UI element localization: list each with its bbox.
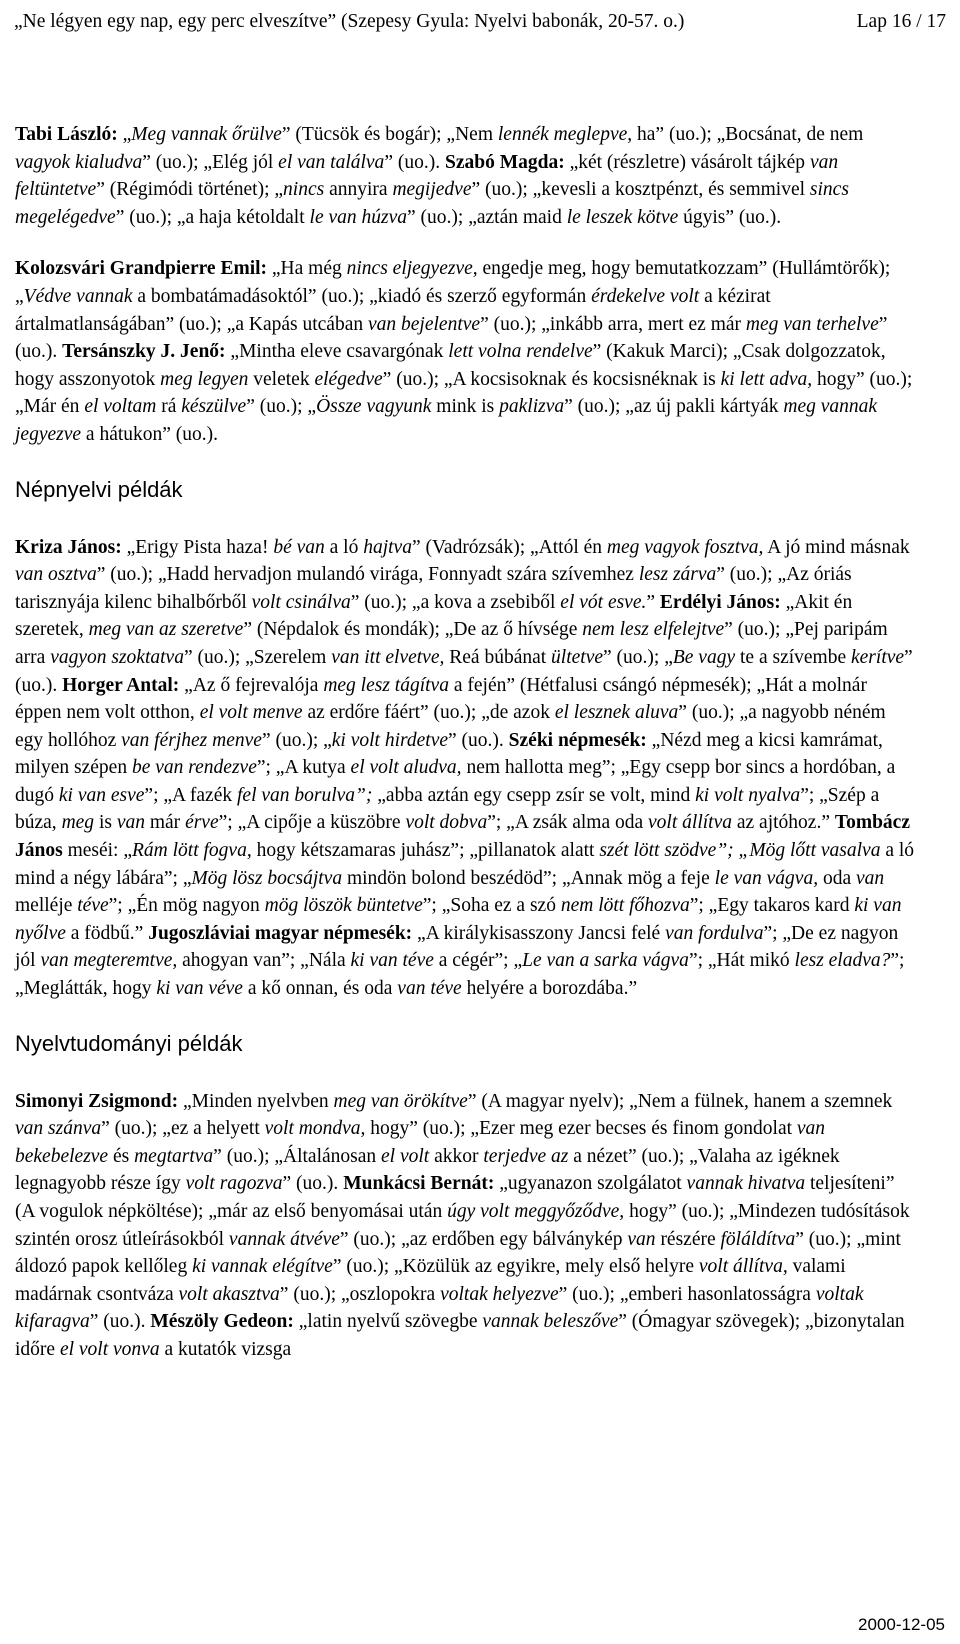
emphasis-text: volt állítva, — [698, 1256, 788, 1278]
text-run: ” (Kakuk Marci); „Csak dolgozzatok, hogy asszonyotok — [15, 341, 886, 390]
text-run: ”; „A zsák alma oda — [487, 812, 649, 834]
text-run: ” (uo.); „az új pakli kártyák — [564, 396, 784, 418]
emphasis-text: meg van örökítve — [333, 1090, 468, 1112]
emphasis-text: kerítve — [851, 646, 905, 668]
text-run: ”; „Hát mikó — [688, 950, 795, 972]
text-run: mindön bolond beszédöd”; „Annak mög a feje — [342, 867, 715, 889]
emphasis-text: van — [627, 1228, 656, 1250]
text-run: „Nézd meg a kicsi kamrámat, milyen szépen — [15, 729, 883, 779]
text-run: az erdőre fáért” (uo.); „de azok — [302, 702, 555, 724]
emphasis-text: voltak kifaragva — [15, 1283, 864, 1333]
section-heading: Népnyelvi példák — [15, 476, 183, 502]
emphasis-text: nem lött főhozva — [560, 895, 690, 917]
paragraph — [15, 121, 915, 231]
text-run: ” (uo.); „ez a helyett — [101, 1118, 265, 1140]
emphasis-text: van — [855, 867, 885, 889]
emphasis-text: van megteremtve, — [40, 950, 178, 972]
text-run: a födbű.” — [65, 922, 149, 944]
text-run: és — [108, 1145, 135, 1167]
emphasis-text: volt dobva — [405, 812, 488, 834]
emphasis-text: érve — [185, 812, 219, 834]
emphasis-text: van férjhez menve — [121, 729, 262, 751]
emphasis-text: meg legyen — [160, 368, 249, 390]
emphasis-text: Be vagy — [672, 646, 736, 668]
emphasis-text: lesz eladva? — [794, 950, 891, 972]
text-run: „abba aztán egy csepp zsír se volt, mind — [372, 784, 696, 806]
text-run: „Ha még — [267, 258, 347, 280]
emphasis-text: Mög lösz bocsájtva — [191, 867, 343, 889]
emphasis-text: Le van a sarka vágva — [522, 950, 689, 972]
text-run: ” (uo.); „Általánosan — [213, 1145, 382, 1167]
page-header — [14, 8, 946, 36]
text-run: a kő onnan, és oda — [242, 978, 398, 1000]
text-run: ahogyan van”; „Nála — [177, 950, 351, 972]
emphasis-text: ki van véve — [156, 978, 243, 1000]
text-run: részére — [655, 1228, 721, 1250]
text-run: a hátukon” (uo.). — [81, 423, 219, 445]
paragraph — [15, 1088, 915, 1364]
text-run: ” (uo.); „a kova a zsebiből — [350, 591, 561, 613]
emphasis-text: úgy volt meggyőződve, — [447, 1201, 625, 1222]
author-name: Munkácsi Bernát: — [343, 1173, 495, 1195]
emphasis-text: bé van — [273, 536, 325, 558]
text-run: rá — [156, 396, 182, 418]
emphasis-text: voltak helyezve — [440, 1283, 559, 1305]
emphasis-text: meg vannak jegyezve — [15, 396, 878, 445]
paragraph — [15, 534, 915, 1003]
author-name: Horger Antal: — [62, 674, 180, 696]
emphasis-text: föláldítva — [720, 1228, 796, 1250]
emphasis-text: elégedve — [314, 368, 383, 390]
emphasis-text: meg van terhelve — [745, 313, 879, 335]
text-run: hogy” (uo.); „Ezer meg ezer becses és finom gondolat — [365, 1118, 797, 1140]
text-run: már — [144, 812, 186, 834]
emphasis-text: nem lesz elfelejtve — [582, 619, 725, 641]
author-name: Tombácz János — [15, 812, 910, 862]
emphasis-text: ki volt nyalva — [695, 784, 801, 806]
author-name: Mészöly Gedeon: — [150, 1311, 294, 1333]
text-run: ”; „A cipője a küszöbre — [218, 812, 406, 834]
text-run: ” (uo.); „az erdőben egy bálványkép — [339, 1228, 628, 1250]
text-run: ” (uo.); „a haja kétoldalt — [115, 206, 310, 228]
emphasis-text: meg — [61, 812, 95, 834]
emphasis-text: van bekebelezve — [15, 1118, 826, 1167]
emphasis-text: volt csinálva — [251, 591, 351, 613]
emphasis-text: vannak hivatva — [686, 1173, 806, 1195]
emphasis-text: fel van borulva”; — [237, 784, 373, 806]
text-run: ” (uo.). — [15, 646, 913, 696]
emphasis-text: van fordulva — [665, 922, 764, 944]
author-name: Simonyi Zsigmond: — [15, 1090, 179, 1112]
text-run: meséi: „ — [62, 840, 132, 862]
text-run: „latin nyelvű szövegbe — [293, 1311, 483, 1333]
text-run: veletek — [248, 368, 315, 390]
emphasis-text: volt mondva, — [264, 1118, 366, 1140]
emphasis-text: sincs megelégedve — [15, 179, 849, 228]
text-run: „Akit én szeretek, — [15, 591, 853, 641]
author-name: Kriza János: — [15, 536, 122, 558]
emphasis-text: le van húzva — [309, 206, 408, 228]
emphasis-text: vannak átvéve — [228, 1228, 340, 1250]
author-name: Erdélyi János: — [659, 591, 781, 613]
emphasis-text: lett volna rendelve — [448, 341, 593, 363]
text-run: „Erigy Pista haza! — [121, 536, 274, 558]
emphasis-text: nincs eljegyezve, — [346, 258, 478, 280]
text-run: ” (Népdalok és mondák); „De az ő hívsége — [243, 619, 583, 641]
text-run: a ló — [324, 536, 364, 558]
text-run: ”; „Szép a búza, — [15, 784, 880, 834]
emphasis-text: van feltüntetve — [15, 151, 839, 201]
text-run: a kutatók vizsga — [159, 1338, 292, 1360]
emphasis-text: el volt — [381, 1145, 430, 1167]
text-run: „Az ő fejrevalója — [179, 674, 324, 696]
author-name: Kolozsvári Grandpierre Emil: — [15, 258, 268, 280]
emphasis-text: Meg vannak őrülve — [131, 124, 282, 145]
text-run: mink is — [431, 396, 500, 418]
text-run: ” (uo.); „aztán maid — [407, 206, 567, 228]
text-run: ” (uo.); „oszlopokra — [279, 1283, 441, 1305]
emphasis-text: le leszek kötve — [566, 206, 679, 228]
footer-date: 2000-12-05 — [858, 1615, 945, 1634]
emphasis-text: lennék meglepve, — [497, 124, 633, 145]
emphasis-text: le van vágva, — [714, 867, 819, 889]
emphasis-text: ki volt hirdetve — [331, 729, 449, 751]
text-run: ” (uo.); „A kocsisoknak és kocsisnéknak is — [382, 368, 721, 390]
emphasis-text: terjedve az — [483, 1145, 569, 1167]
text-run: is — [94, 812, 117, 834]
emphasis-text: meg van az szeretve — [88, 619, 244, 641]
text-run: hogy” (uo.); „Mindezen tudósítások szintén orosz útleírásokból — [15, 1201, 910, 1250]
emphasis-text: ki lett adva, — [720, 368, 813, 390]
text-run: ”; „Én mög nagyon — [108, 895, 265, 917]
emphasis-text: van bejelentve — [368, 313, 481, 335]
text-run: az ajtóhoz.” — [731, 812, 835, 834]
emphasis-text: készülve — [181, 396, 247, 418]
text-run: ” (uo.); „a nagyobb néném egy hollóhoz — [15, 702, 886, 751]
emphasis-text: ki van nyőlve — [15, 895, 902, 944]
text-run: ” (uo.). — [282, 1173, 344, 1195]
text-run: annyira — [324, 179, 393, 201]
emphasis-text: el volt vonva — [59, 1338, 160, 1360]
page-number: Lap 16 / 17 — [856, 11, 946, 32]
text-run: melléje — [15, 895, 78, 917]
emphasis-text: Rám lött fogva, — [132, 840, 252, 862]
emphasis-text: meg vagyok fosztva, — [606, 536, 764, 558]
text-run: ” (Régimódi történet); „ — [96, 179, 284, 201]
author-name: Széki népmesék: — [508, 729, 647, 751]
document-body — [15, 121, 915, 1364]
emphasis-text: el voltam — [84, 396, 157, 418]
emphasis-text: el volt menve — [199, 702, 303, 724]
emphasis-text: Össze vagyunk — [316, 396, 432, 418]
text-run: oda — [818, 867, 856, 889]
text-run: ” (Vadrózsák); „Attól én — [411, 536, 607, 558]
emphasis-text: van — [116, 812, 145, 834]
emphasis-text: vagyon szoktatva — [50, 646, 184, 668]
emphasis-text: ki vannak elégítve — [192, 1256, 333, 1278]
emphasis-text: érdekelve volt — [591, 285, 700, 307]
text-run: A jó mind másnak — [763, 536, 910, 558]
text-run: ”; „De ez nagyon jól — [15, 922, 899, 972]
text-run: ” (uo.). — [384, 151, 445, 173]
text-run: nem hallotta meg”; „Egy csepp bor sincs a hordóban, a dugó — [15, 757, 896, 806]
text-run: „Minden nyelvben — [178, 1090, 334, 1112]
author-name: Szabó Magda: — [444, 151, 565, 173]
text-run: ” (Tücsök és bogár); „Nem — [281, 124, 498, 145]
text-run: ” (uo.). — [448, 729, 509, 751]
text-run: hogy” (uo.); „Már én — [15, 368, 913, 418]
emphasis-text: be van rendezve — [131, 757, 257, 779]
emphasis-text: ki van esve — [58, 784, 145, 806]
emphasis-text: Védve vannak — [23, 285, 133, 307]
text-run: ” (uo.); „ — [246, 396, 317, 418]
text-run: ” (uo.); „Közülük az egyikre, mely első helyre — [332, 1256, 699, 1278]
emphasis-text: ki van téve — [350, 950, 434, 972]
emphasis-text: van szánva — [15, 1118, 102, 1140]
emphasis-text: el vót esve. — [560, 591, 647, 613]
text-run: „ugyanazon szolgálatot — [494, 1173, 687, 1195]
emphasis-text: van téve — [397, 978, 462, 1000]
emphasis-text: megtartva — [134, 1145, 214, 1167]
text-run: ”; „Soha ez a szó — [422, 895, 561, 917]
emphasis-text: hajtva — [363, 536, 412, 558]
text-run: ”; „A kutya — [256, 757, 351, 779]
emphasis-text: téve — [77, 895, 109, 917]
text-run: akkor — [429, 1145, 484, 1167]
emphasis-text: volt akasztva — [178, 1283, 280, 1305]
emphasis-text: volt állítva — [648, 812, 732, 834]
text-run: ” (uo.); „Elég jól — [142, 151, 279, 173]
text-run: ” (uo.). — [15, 313, 888, 363]
text-run: „ — [117, 124, 132, 145]
text-run: ” (uo.); „ — [603, 646, 673, 668]
emphasis-text: nincs — [283, 179, 325, 201]
text-run: ” (uo.); „kevesli a kosztpénzt, és semmivel — [471, 179, 810, 201]
text-run: „A királykisasszony Jancsi felé — [412, 922, 666, 944]
emphasis-text: van itt elvetve, — [331, 646, 445, 668]
emphasis-text: el van találva — [278, 151, 385, 173]
text-run: „két (részletre) vásárolt tájkép — [564, 151, 810, 173]
author-name: Tabi László: — [15, 124, 118, 145]
text-run: ”; „Egy takaros kard — [689, 895, 855, 917]
text-run: a cégér”; „ — [433, 950, 523, 972]
text-run: úgyis” (uo.). — [678, 206, 782, 228]
text-run: ha” (uo.); „Bocsánat, de nem — [632, 124, 864, 145]
author-name: Tersánszky J. Jenő: — [62, 341, 226, 363]
emphasis-text: paklizva — [499, 396, 565, 418]
emphasis-text: mög löszök büntetve — [264, 895, 423, 917]
text-run: ” (uo.); „mint áldozó papok kellőleg — [15, 1228, 901, 1278]
text-run: Reá búbánat — [444, 646, 552, 668]
text-run: ” (uo.); „Hadd hervadjon mulandó virága, Fonnyadt szára szívemhez — [96, 564, 639, 586]
text-run: ” (A magyar nyelv); „Nem a fülnek, hanem a szemnek — [467, 1090, 893, 1112]
text-run: a nézet” (uo.); „Valaha az igéknek legnagyobb része így — [15, 1145, 840, 1195]
text-run: te a szívembe — [735, 646, 851, 668]
document-title: „Ne légyen egy nap, egy perc elveszítve” (Szepesy Gyula: Nyelvi babonák, 20-57. o.) — [14, 11, 685, 32]
text-run: hogy kétszamaras juhász”; „pillanatok alatt — [251, 840, 600, 862]
text-run: ” — [646, 591, 660, 613]
text-run: ” (uo.); „emberi hasonlatosságra — [558, 1283, 816, 1305]
emphasis-text: volt ragozva — [185, 1173, 283, 1195]
text-run: helyére a borozdába.” — [461, 978, 638, 1000]
emphasis-text: meg lesz tágítva — [323, 674, 449, 696]
emphasis-text: lesz zárva — [638, 564, 717, 586]
emphasis-text: vannak beleszőve — [482, 1311, 619, 1333]
text-run: valami madárnak csontváza — [15, 1256, 846, 1305]
emphasis-text: van osztva — [15, 564, 97, 586]
text-run: „Mintha eleve csavargónak — [225, 341, 449, 363]
text-run: ” (uo.); „Pej paripám arra — [15, 619, 888, 668]
text-run: a bombatámadásoktól” (uo.); „kiadó és szerző egyformán — [132, 285, 592, 307]
text-run: engedje meg, hogy bemutatkozzam” (Hullámtörők); „ — [15, 258, 891, 307]
text-run: ”; „A fazék — [144, 784, 237, 806]
text-run: ” (uo.); „inkább arra, mert ez már — [480, 313, 746, 335]
paragraph — [15, 255, 915, 448]
text-run: ” (uo.); „Az óriás tarisznyája kilenc bihalbőrből — [15, 564, 852, 613]
emphasis-text: vagyok kialudva — [15, 151, 143, 173]
emphasis-text: megijedve — [392, 179, 472, 201]
text-run: ” (uo.). — [89, 1311, 151, 1333]
section-heading: Nyelvtudományi példák — [15, 1030, 243, 1056]
text-run: ” (uo.); „ — [261, 729, 332, 751]
text-run: ” (Ómagyar szövegek); „bizonytalan időre — [15, 1311, 905, 1360]
emphasis-text: el lesznek aluva — [554, 702, 679, 724]
text-run: a ló mind a négy lábára”; „ — [15, 840, 915, 889]
text-run: ” (uo.); „Szerelem — [183, 646, 332, 668]
author-name: Jugoszláviai magyar népmesék: — [148, 922, 413, 944]
text-run: a fején” (Hétfalusi csángó népmesék); „Hát a molnár éppen nem volt otthon, — [15, 674, 867, 724]
text-run: ”; „Meglátták, hogy — [15, 950, 905, 1000]
text-run: teljesíteni” (A vogulok népköltése); „már az első benyomásai után — [15, 1173, 895, 1222]
emphasis-text: szét lött szödve”; „Mög lőtt vasalva — [599, 840, 881, 862]
emphasis-text: ültetve — [551, 646, 604, 668]
text-run: a kézirat ártalmatlanságában” (uo.); „a Kapás utcában — [15, 285, 771, 335]
emphasis-text: el volt aludva, — [350, 757, 462, 779]
